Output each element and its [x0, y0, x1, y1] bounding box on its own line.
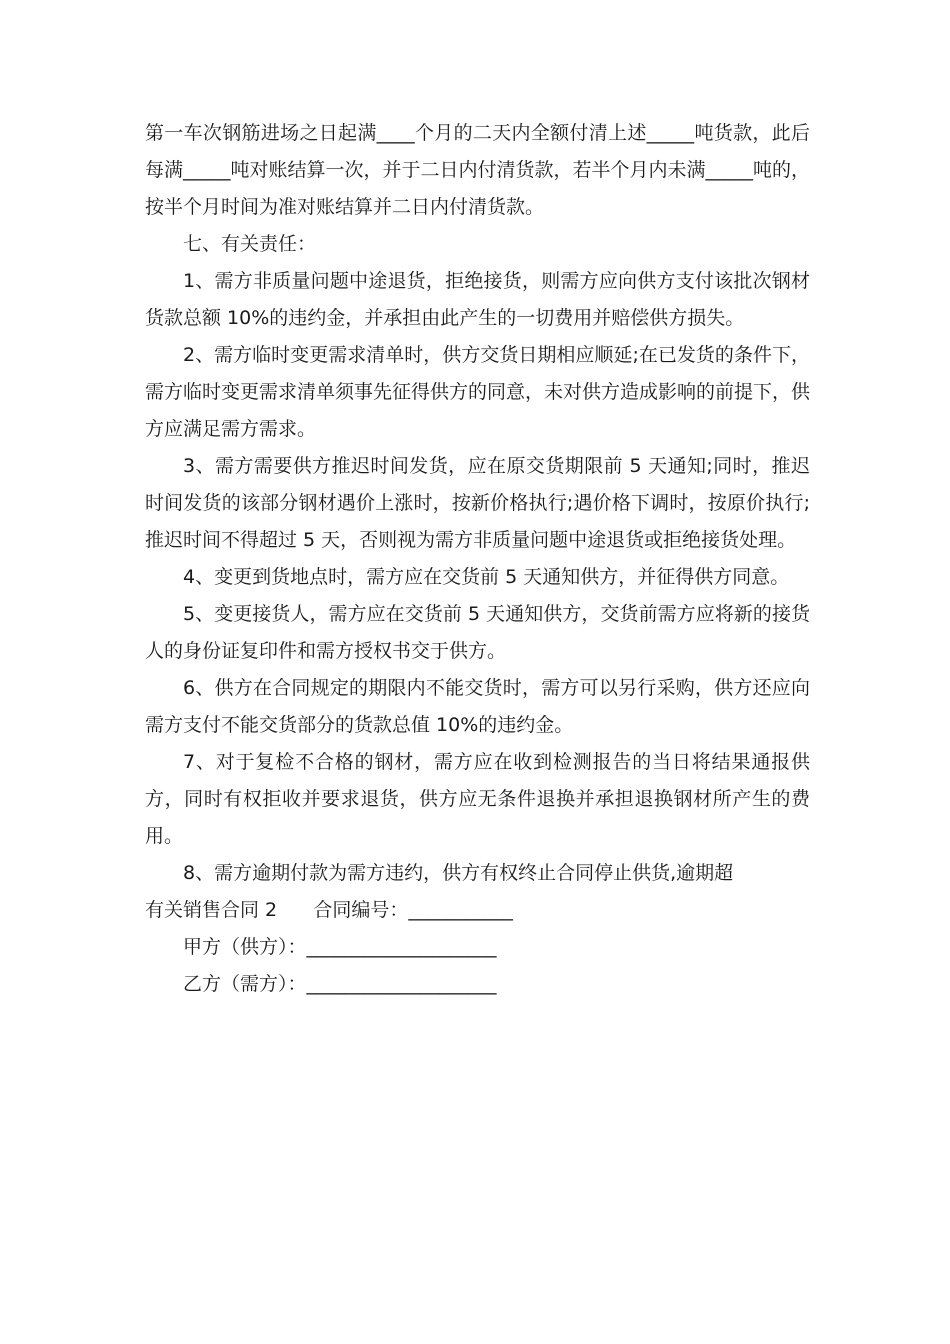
clause-4-paragraph: 4、变更到货地点时，需方应在交货前 5 天通知供方，并征得供方同意。	[183, 566, 790, 588]
clause-5-paragraph: 5、变更接货人，需方应在交货前 5 天通知供方，交货前需方应将新的接货人的身份证复印件和需方授权书交于供方。	[145, 603, 810, 662]
party-b-line: 乙方（需方）：____________________	[183, 973, 497, 995]
clause-2-paragraph: 2、需方临时变更需求清单时，供方交货日期相应顺延;在已发货的条件下，需方临时变更需求清单须事先征得供方的同意，未对供方造成影响的前提下，供方应满足需方需求。	[145, 344, 811, 440]
clause-3-paragraph: 3、需方需要供方推迟时间发货，应在原交货期限前 5 天通知;同时，推迟时间发货的该部分钢材遇价上涨时，按新价格执行;遇价格下调时，按原价执行;推迟时间不得超过 5 天，否则视为需方非质量问题中途退货或拒绝接货处理。	[145, 455, 810, 551]
payment-terms-paragraph: 第一车次钢筋进场之日起满____个月的二天内全额付清上述_____吨货款，此后每满_____吨对账结算一次，并于二日内付清货款，若半个月内未满_____吨的，按半个月时间为准对账结算并二日内付清货款。	[145, 122, 811, 218]
contract-header: 有关销售合同 2 合同编号：___________	[145, 899, 513, 921]
document-body	[145, 115, 810, 1003]
clause-8-paragraph: 8、需方逾期付款为需方违约，供方有权终止合同停止供货,逾期超	[183, 862, 734, 884]
clause-6-paragraph: 6、供方在合同规定的期限内不能交货时，需方可以另行采购，供方还应向需方支付不能交货部分的货款总值 10%的违约金。	[145, 677, 810, 736]
section-7-heading: 七、有关责任：	[183, 233, 317, 255]
clause-7-paragraph: 7、对于复检不合格的钢材，需方应在收到检测报告的当日将结果通报供方，同时有权拒收并要求退货，供方应无条件退换并承担退换钢材所产生的费用。	[145, 751, 810, 847]
party-a-line: 甲方（供方）：____________________	[183, 936, 497, 958]
clause-1-paragraph: 1、需方非质量问题中途退货，拒绝接货，则需方应向供方支付该批次钢材货款总额 10%的违约金，并承担由此产生的一切费用并赔偿供方损失。	[145, 270, 810, 329]
